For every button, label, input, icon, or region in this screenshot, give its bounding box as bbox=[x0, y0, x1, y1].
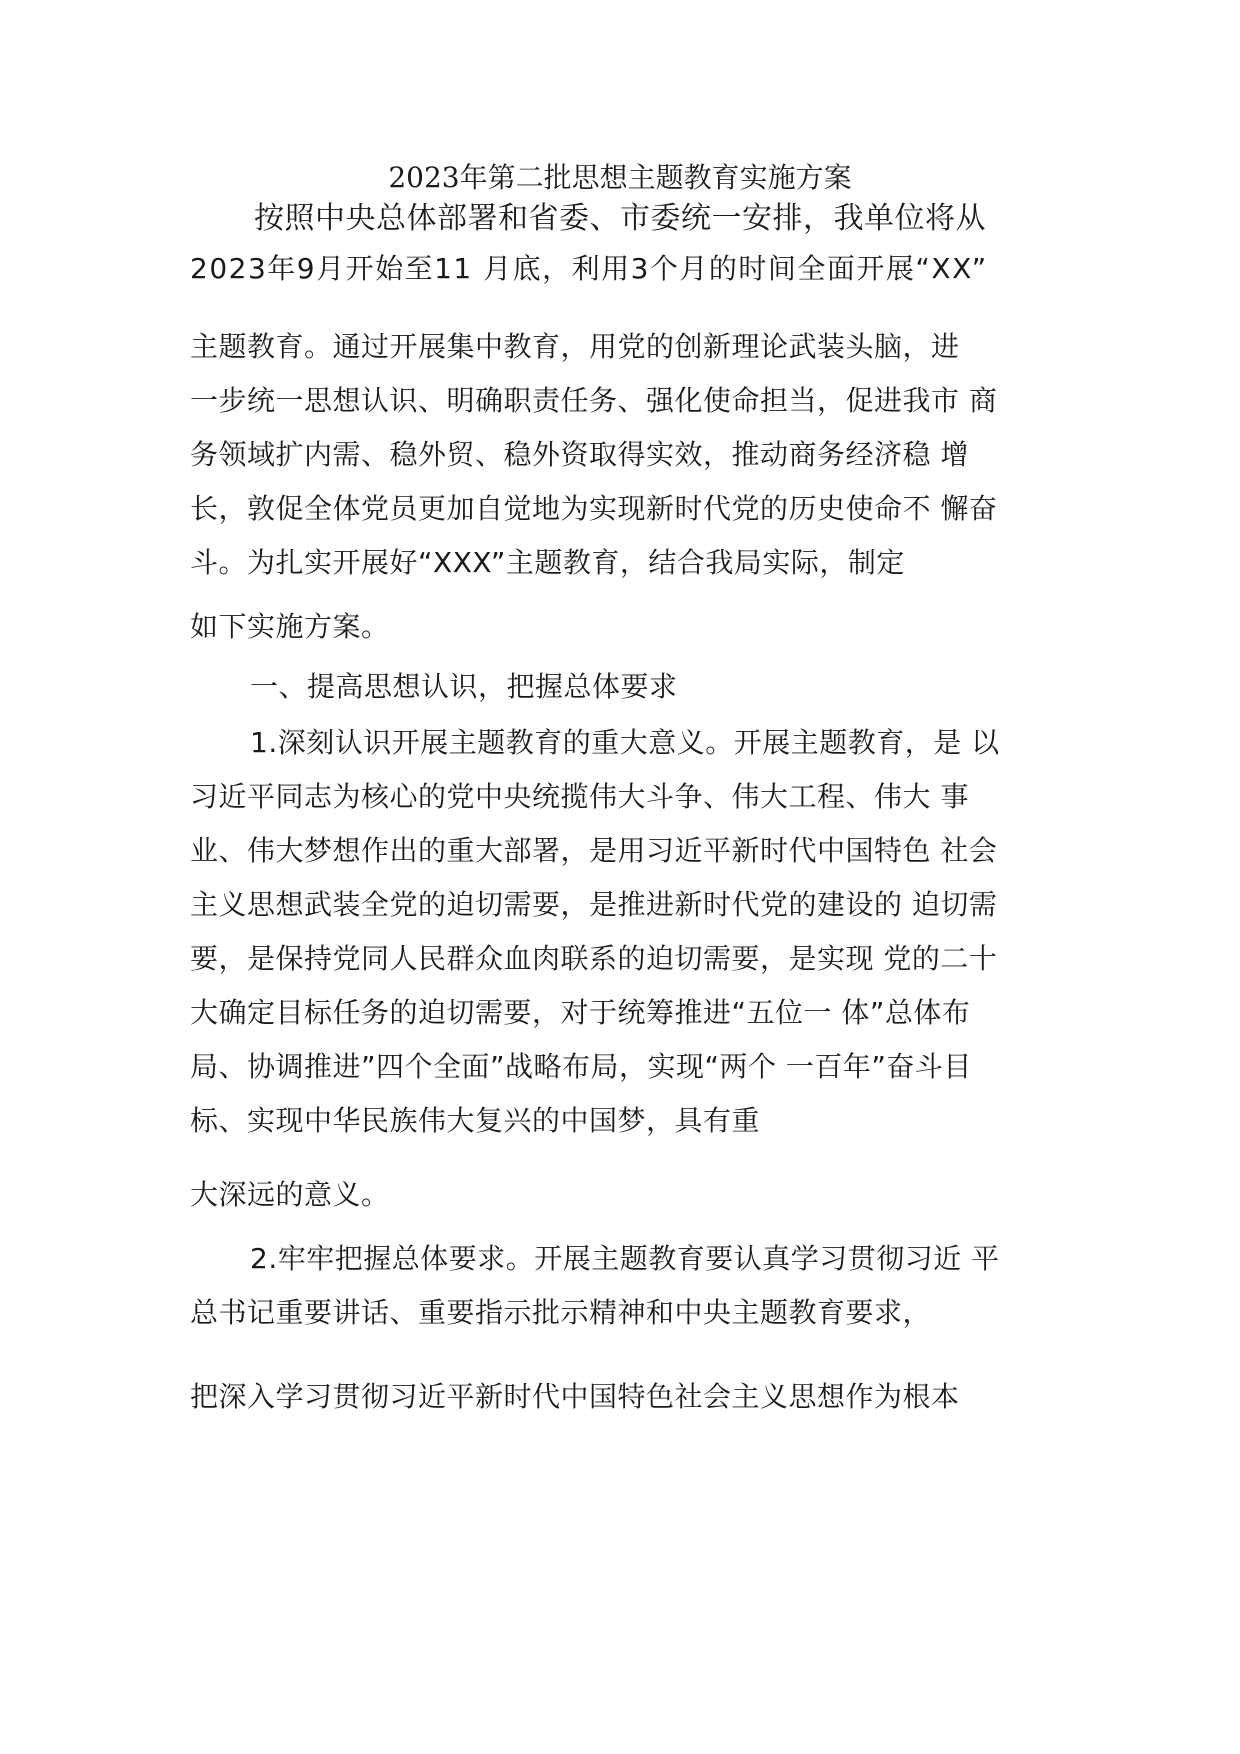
paragraph-line: 长，敦促全体党员更加自觉地为实现新时代党的历史使命不 懈奋 bbox=[190, 492, 998, 525]
paragraph-line: 1.深刻认识开展主题教育的重大意义。开展主题教育，是 以 bbox=[250, 726, 1000, 759]
paragraph-line: 2.牢牢把握总体要求。开展主题教育要认真学习贯彻习近 平 bbox=[250, 1242, 1000, 1275]
paragraph-line: 局、协调推进”四个全面”战略布局，实现“两个 一百年”奋斗目 bbox=[190, 1050, 972, 1083]
paragraph-line: 务领域扩内需、稳外贸、稳外资取得实效，推动商务经济稳 增 bbox=[190, 438, 969, 471]
paragraph-line: 大深远的意义。 bbox=[190, 1178, 390, 1211]
paragraph-line: 总书记重要讲话、重要指示批示精神和中央主题教育要求， bbox=[190, 1296, 932, 1329]
document-title: 2023年第二批思想主题教育实施方案 bbox=[388, 161, 852, 194]
paragraph-line: 业、伟大梦想作出的重大部署，是用习近平新时代中国特色 社会 bbox=[190, 834, 998, 867]
paragraph-line: 主题教育。通过开展集中教育，用党的创新理论武装头脑，进 bbox=[190, 330, 960, 363]
paragraph-line: 2023年9月开始至11 月底，利用3个月的时间全面开展“XX” bbox=[190, 252, 988, 285]
paragraph-line: 如下实施方案。 bbox=[190, 610, 390, 643]
paragraph-line: 习近平同志为核心的党中央统揽伟大斗争、伟大工程、伟大 事 bbox=[190, 780, 969, 813]
paragraph-line: 要，是保持党同人民群众血肉联系的迫切需要，是实现 党的二十 bbox=[190, 942, 998, 975]
paragraph-line: 一步统一思想认识、明确职责任务、强化使命担当，促进我市 商 bbox=[190, 384, 998, 417]
paragraph-line: 主义思想武装全党的迫切需要，是推进新时代党的建设的 迫切需 bbox=[190, 888, 998, 921]
paragraph-line: 大确定目标任务的迫切需要，对于统筹推进“五位一 体”总体布 bbox=[190, 996, 971, 1029]
paragraph-line: 斗。为扎实开展好“XXX”主题教育，结合我局实际，制定 bbox=[190, 546, 905, 579]
paragraph-line: 按照中央总体部署和省委、市委统一安排，我单位将从 bbox=[254, 201, 986, 236]
paragraph-line: 把深入学习贯彻习近平新时代中国特色社会主义思想作为根本 bbox=[190, 1380, 960, 1413]
section-heading: 一、提高思想认识，把握总体要求 bbox=[250, 670, 678, 703]
paragraph-line: 标、实现中华民族伟大复兴的中国梦，具有重 bbox=[190, 1104, 761, 1137]
